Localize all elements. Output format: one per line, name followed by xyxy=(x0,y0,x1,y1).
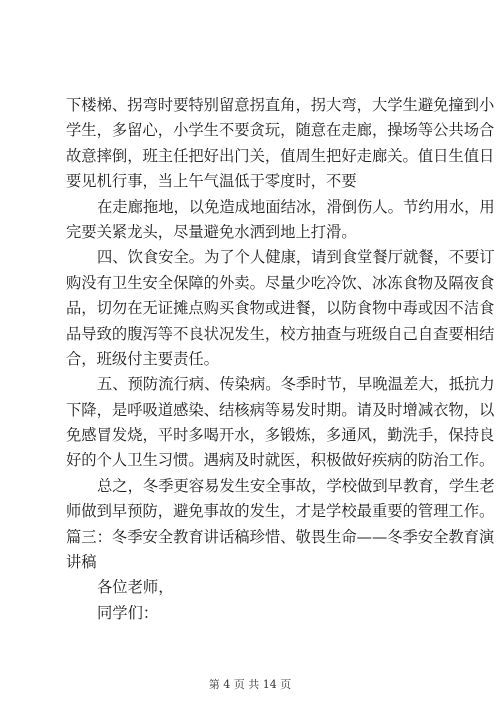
text-line: 师做到早预防，避免事故的发生，才是学校最重要的管理工作。 xyxy=(66,502,495,521)
section-heading: 篇三：冬季安全教育讲话稿珍惜、敬畏生命——冬季安全教育演 xyxy=(66,527,495,546)
paragraph-food-safety: 四、饮食安全。为了个人健康，请到食堂餐厅就餐，不要订 xyxy=(97,248,495,267)
paragraph-disease-prevention: 五、预防流行病、传染病。冬季时节，早晚温差大，抵抗力 xyxy=(97,375,495,394)
text-line: 好的个人卫生习惯。遇病及时就医，积极做好疾病的防治工作。 xyxy=(66,451,495,470)
document-body xyxy=(66,93,495,626)
text-line: 购没有卫生安全保障的外卖。尽量少吃冷饮、冰冻食物及隔夜食 xyxy=(66,273,495,292)
page-number-footer: 第 4 页 共 14 页 xyxy=(208,678,292,691)
text-line: 下楼梯、拐弯时要特别留意拐直角，拐大弯，大学生避免撞到小 xyxy=(66,96,495,114)
paragraph-summary: 总之，冬季更容易发生安全事故，学校做到早教育，学生老 xyxy=(97,476,495,495)
text-line: 合，班级付主要责任。 xyxy=(66,349,219,368)
text-line: 品导致的腹泻等不良状况发生，校方抽查与班级自己自查要相结 xyxy=(66,324,495,343)
text-line: 下降，是呼吸道感染、结核病等易发时期。请及时增减衣物，以 xyxy=(66,400,495,419)
text-line: 品，切勿在无证摊点购买食物或进餐，以防食物中毒或因不洁食 xyxy=(66,299,495,318)
text-line: 免感冒发烧，平时多喝开水，多锻炼，多通风，勤洗手，保持良 xyxy=(66,426,495,445)
text-line: 完要关紧龙头，尽量避免水洒到地上打滑。 xyxy=(66,222,357,241)
salutation-teachers: 各位老师， xyxy=(97,578,174,597)
text-line: 在走廊拖地，以免造成地面结冰，滑倒伤人。节约用水，用 xyxy=(97,197,495,216)
salutation-students: 同学们： xyxy=(97,603,159,622)
text-line: 学生，多留心，小学生不要贪玩，随意在走廊，操场等公共场合 xyxy=(66,121,495,140)
text-line: 故意摔倒，班主任把好出门关，值周生把好走廊关。值日生值日 xyxy=(66,146,495,165)
section-heading-continued: 讲稿 xyxy=(66,553,97,572)
text-line: 要见机行事，当上午气温低于零度时，不要 xyxy=(66,172,357,191)
